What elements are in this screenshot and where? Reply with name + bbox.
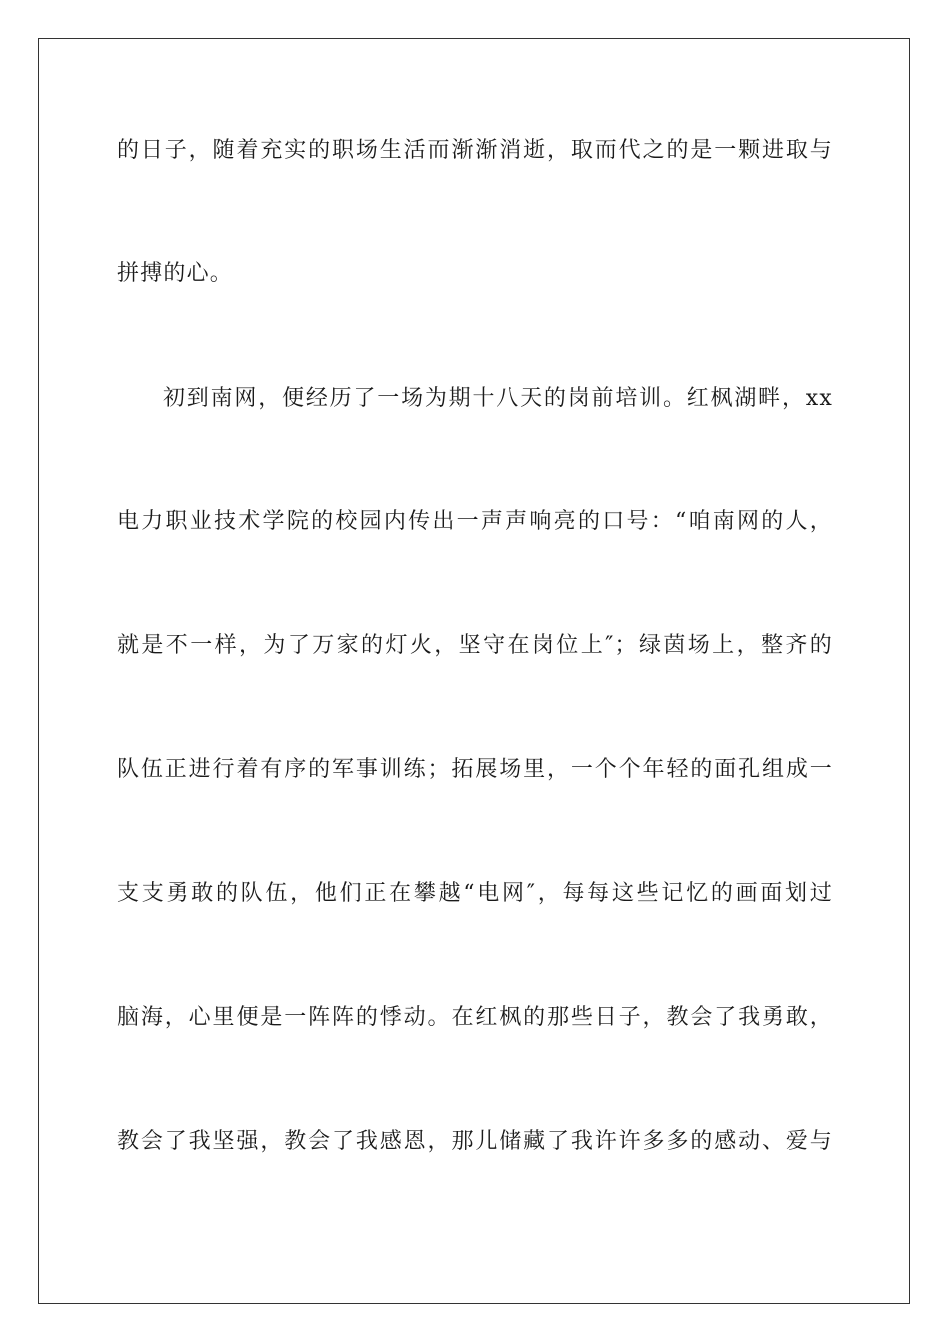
text-line-8: 脑海，心里便是一阵阵的悸动。在红枫的那些日子，教会了我勇敢， [117, 1005, 833, 1030]
text-line-4: 电力职业技术学院的校园内传出一声声响亮的口号：“咱南网的人， [117, 509, 833, 534]
text-line-3: 初到南网，便经历了一场为期十八天的岗前培训。红枫湖畔，xx [163, 386, 833, 411]
text-line-1: 的日子，随着充实的职场生活而渐渐消逝，取而代之的是一颗进取与 [117, 138, 833, 163]
text-line-5: 就是不一样，为了万家的灯火，坚守在岗位上″；绿茵场上，整齐的 [117, 633, 833, 658]
text-line-6: 队伍正进行着有序的军事训练；拓展场里，一个个年轻的面孔组成一 [117, 757, 833, 782]
text-line-9: 教会了我坚强，教会了我感恩，那儿储藏了我许许多多的感动、爱与 [117, 1129, 833, 1154]
text-line-7: 支支勇敢的队伍，他们正在攀越“电网″，每每这些记忆的画面划过 [117, 881, 833, 906]
text-line-2: 拼搏的心。 [117, 261, 234, 286]
page-border [38, 38, 910, 1304]
